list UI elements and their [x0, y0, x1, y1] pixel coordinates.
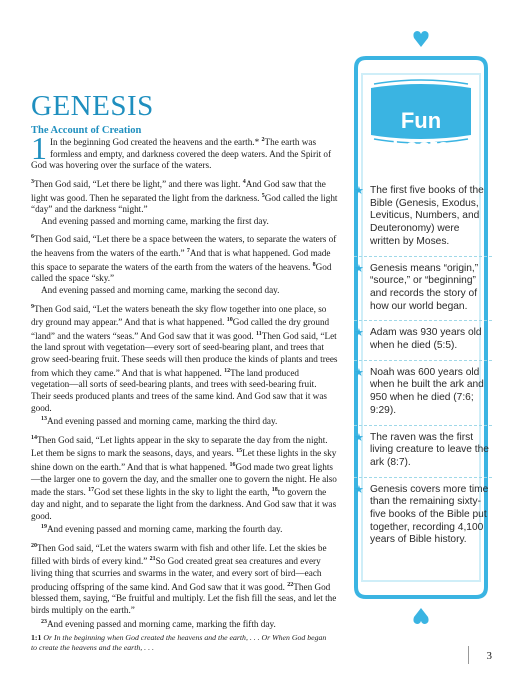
verse-text: The earth was formless and empty, and darkness covered the deep waters. And the Spirit of God was hovering over the surface of the waters. [31, 137, 332, 171]
star-icon: ★ [354, 185, 364, 197]
verse-number: 3 [31, 178, 34, 185]
verse-number: 22 [287, 581, 294, 588]
verse-text: to govern the day and night, and to separate the light from the darkness. And God saw that it was good. [31, 487, 337, 521]
verse-number: 14 [31, 434, 37, 441]
scripture-paragraph [31, 232, 338, 296]
star-icon: ★ [354, 366, 364, 379]
verse-text: Then God said, “Let the waters beneath the sky flow together into one place, so dry ground may appear.” And that is what happened. [31, 303, 327, 328]
fact-text: Adam was 930 years old when he died (5:5). [370, 327, 482, 352]
heart-top-icon [413, 30, 429, 48]
fact-item [354, 185, 492, 257]
scripture-paragraph [31, 177, 338, 228]
day-summary [31, 617, 338, 631]
fact-item [354, 432, 492, 478]
verse-text: Then God said, “Let the land sprout with vegetation—every sort of seed-bearing plant, and trees that grow seed-bearing fruit. These seeds will then produce the kinds of plants and trees from which they came.” And that is what happened. [31, 330, 338, 378]
fact-text: The raven was the first living creature to leave the ark (8:7). [370, 431, 489, 468]
verse-text: Then God said, “Let there be a space between the waters, to separate the waters of the heavens from the waters of the earth.” [31, 234, 337, 259]
star-icon: ★ [354, 327, 364, 340]
verse-number: 8 [312, 261, 316, 268]
sidebar-title: Fun Facts [392, 108, 450, 159]
day-summary [31, 414, 338, 428]
verse-number: 11 [256, 330, 262, 337]
book-title: GENESIS [31, 90, 154, 122]
scripture-paragraph [31, 541, 338, 630]
verse-text: God called the dry ground “land” and the waters “seas.” And God saw that it was good. [31, 317, 330, 341]
star-icon: ★ [354, 483, 364, 496]
verse-number: 7 [186, 248, 190, 254]
star-icon: ★ [354, 431, 364, 444]
verse-number: 6 [31, 234, 34, 241]
verse-text: God called the space “sky.” [31, 261, 332, 284]
fact-item [354, 367, 492, 426]
verse-text: Then God said, “Let there be light,” and there was light. [34, 178, 243, 189]
fact-item [354, 327, 492, 360]
verse-text: Then God said, “Let lights appear in the sky to separate the day from the night. Let them be signs to mark the seasons, days, and years. [31, 434, 328, 459]
verse-number: 10 [226, 317, 233, 324]
fun-facts-sidebar [346, 30, 496, 625]
verse-text: The land produced vegetation—all sorts of seed-bearing plants, and trees with seed-bearing fruit. Their seeds produced plants and trees of the same kind. And God saw that it was good. [31, 367, 327, 413]
verse-text: God made two great lights—the larger one to govern the day, and the smaller one to govern the night. He also made the stars. [31, 462, 337, 498]
fact-item [354, 263, 492, 322]
verse-number: 18 [271, 487, 278, 494]
fact-item [354, 484, 492, 555]
scripture-paragraph [31, 433, 338, 536]
fact-text: The first five books of the Bible (Genesis, Exodus, Leviticus, Numbers, and Deuteronomy) were written by Moses. [370, 185, 484, 247]
verse-text: God called the light “day” and the darkness “night.” [31, 192, 338, 215]
verse-number: 4 [242, 178, 246, 185]
fact-text: Noah was 600 years old when he built the ark and 950 when he died (7:6; 9:29). [370, 366, 484, 416]
verse-number: 13 [41, 416, 47, 423]
verse-number: 20 [31, 542, 37, 549]
facts-list [354, 185, 492, 560]
verse-text: In the beginning God created the heavens and the earth.* [50, 137, 262, 148]
verse-text: So God created great sea creatures and every living thing that scurries and swarms in the water, and every sort of bird—each producing offspring of the same kind. And God saw that it was good. [31, 556, 322, 592]
verse-text: God set these lights in the sky to light the earth, [94, 487, 272, 498]
verse-number: 2 [261, 137, 265, 143]
fact-text: Genesis covers more time than the remaining sixty-five books of the Bible put together, recording 4,100 years of Bible history. [370, 483, 489, 546]
verse-number: 16 [229, 462, 236, 469]
verse-number: 5 [261, 192, 265, 199]
verse-number: 9 [31, 303, 34, 310]
verse-text: Then God said, “Let the waters swarm with fish and other life. Let the skies be filled with birds of every kind.” [31, 542, 327, 567]
day-summary: And evening passed and morning came, marking the first day. [41, 215, 269, 226]
verse-number: 21 [149, 556, 156, 563]
chapter-number: 1 [31, 130, 47, 166]
scripture-paragraph [31, 302, 338, 428]
star-icon: ★ [354, 262, 364, 275]
verse-number: 19 [41, 524, 47, 531]
footnote [31, 633, 331, 653]
page-number: 3 [486, 650, 492, 662]
day-summary [31, 522, 338, 536]
heart-bottom-icon [413, 607, 429, 625]
verse-text: Then God blessed them, saying, “Be fruitful and multiply. Let the fish fill the seas, and let the birds multiply on the earth.” [31, 581, 337, 615]
verse-number: 15 [236, 448, 243, 455]
section-heading: The Account of Creation [31, 125, 142, 136]
verse-text: And evening passed and morning came, marking the fifth day. [47, 618, 276, 629]
verse-text: And God saw that the light was good. Then he separated the light from the darkness. [31, 178, 326, 203]
footnote-ref: 1:1 [31, 633, 42, 642]
verse-text: Let these lights in the sky shine down on the earth.” And that is what happened. [31, 448, 337, 473]
page-number-rule [468, 646, 469, 664]
fact-text: Genesis means “origin,” “source,” or “beginning” and records the story of how our world began. [370, 262, 479, 312]
verse-number: 23 [41, 618, 47, 625]
verse-text: And evening passed and morning came, marking the fourth day. [47, 524, 283, 535]
footnote-text: Or In the beginning when God created the heavens and the earth, . . . Or When God began to create the heavens and the earth, . . . [31, 633, 327, 652]
verse-text: And evening passed and morning came, marking the third day. [47, 416, 278, 427]
verse-number: 12 [224, 367, 231, 374]
day-summary: And evening passed and morning came, marking the second day. [41, 284, 280, 295]
verse-text: And that is what happened. God made this space to separate the waters of the earth from the waters of the heavens. [31, 248, 331, 272]
verse-number: 17 [88, 487, 95, 494]
